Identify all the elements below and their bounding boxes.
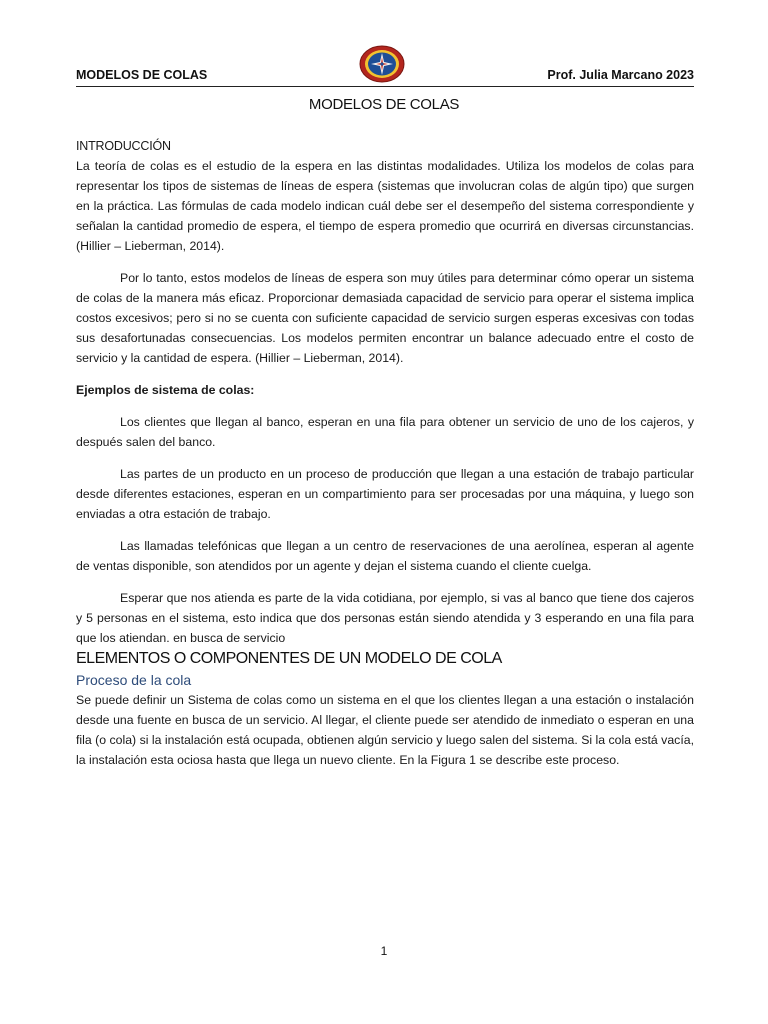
document-title: MODELOS DE COLAS — [308, 96, 460, 113]
examples-heading: Ejemplos de sistema de colas: — [76, 383, 255, 397]
intro-paragraph-2: Por lo tanto, estos modelos de líneas de espera son muy útiles para determinar cómo operar un sistema de colas de la manera más eficaz. Proporcionar demasiada capacidad de servicio para operar el sistema implica costos excesivos; pero si no se cuenta con suficiente capacidad de servicio surgen esperas excesivas con todas sus desafortunadas consecuencias. Los modelos permiten encontrar un balance adecuado entre el costo de servicio y la cantidad de espera. (Hillier – Lieberman, 2014). — [76, 271, 694, 365]
elements-heading: ELEMENTOS O COMPONENTES DE UN MODELO DE COLA — [76, 650, 502, 667]
example-item: Los clientes que llegan al banco, esperan en una fila para obtener un servicio de uno de los cajeros, y después salen del banco. — [76, 415, 694, 449]
example-item: Las partes de un producto en un proceso de producción que llegan a una estación de trabajo particular desde diferentes estaciones, esperan en un compartimiento para ser procesadas por una máquina, y luego son enviadas a otra estación de trabajo. — [76, 467, 694, 521]
header-author: Prof. Julia Marcano 2023 — [547, 68, 694, 82]
header-left-title: MODELOS DE COLAS — [76, 68, 208, 82]
example-item: Las llamadas telefónicas que llegan a un centro de reservaciones de una aerolínea, esperan al agente de ventas disponible, son atendidos por un agente y dejan el sistema cuando el cliente cuelga. — [76, 539, 694, 573]
document-body — [76, 136, 694, 770]
header-divider — [76, 86, 694, 87]
queue-process-subheading: Proceso de la cola — [76, 672, 192, 688]
intro-heading: INTRODUCCIÓN — [76, 139, 171, 153]
example-item: Esperar que nos atienda es parte de la vida cotidiana, por ejemplo, si vas al banco que tiene dos cajeros y 5 personas en el sistema, esto indica que dos personas están siendo atendida y 3 esperando en una fila para que los atiendan. en busca de servicio — [76, 591, 694, 645]
intro-paragraph-1: La teoría de colas es el estudio de la espera en las distintas modalidades. Utiliza los modelos de colas para representar los tipos de sistemas de líneas de espera (sistemas que involucran colas de algún tipo) que surgen en la práctica. Las fórmulas de cada modelo indican cuál debe ser el desempeño del sistema correspondiente y señalan la cantidad promedio de espera, el tiempo de espera promedio que ocurrirá en diversas circunstancias. (Hillier – Lieberman, 2014). — [76, 159, 694, 253]
queue-process-paragraph: Se puede definir un Sistema de colas como un sistema en el que los clientes llegan a una estación o instalación desde una fuente en busca de un servicio. Al llegar, el cliente puede ser atendido de inmediato o esperan en una fila (o cola) si la instalación está ocupada, obtienen algún servicio y luego salen del sistema. Si la cola está vacía, la instalación esta ociosa hasta que llega un nuevo cliente. En la Figura 1 se describe este proceso. — [76, 693, 694, 767]
page-number: 1 — [380, 944, 388, 958]
institution-logo-icon — [358, 44, 406, 84]
